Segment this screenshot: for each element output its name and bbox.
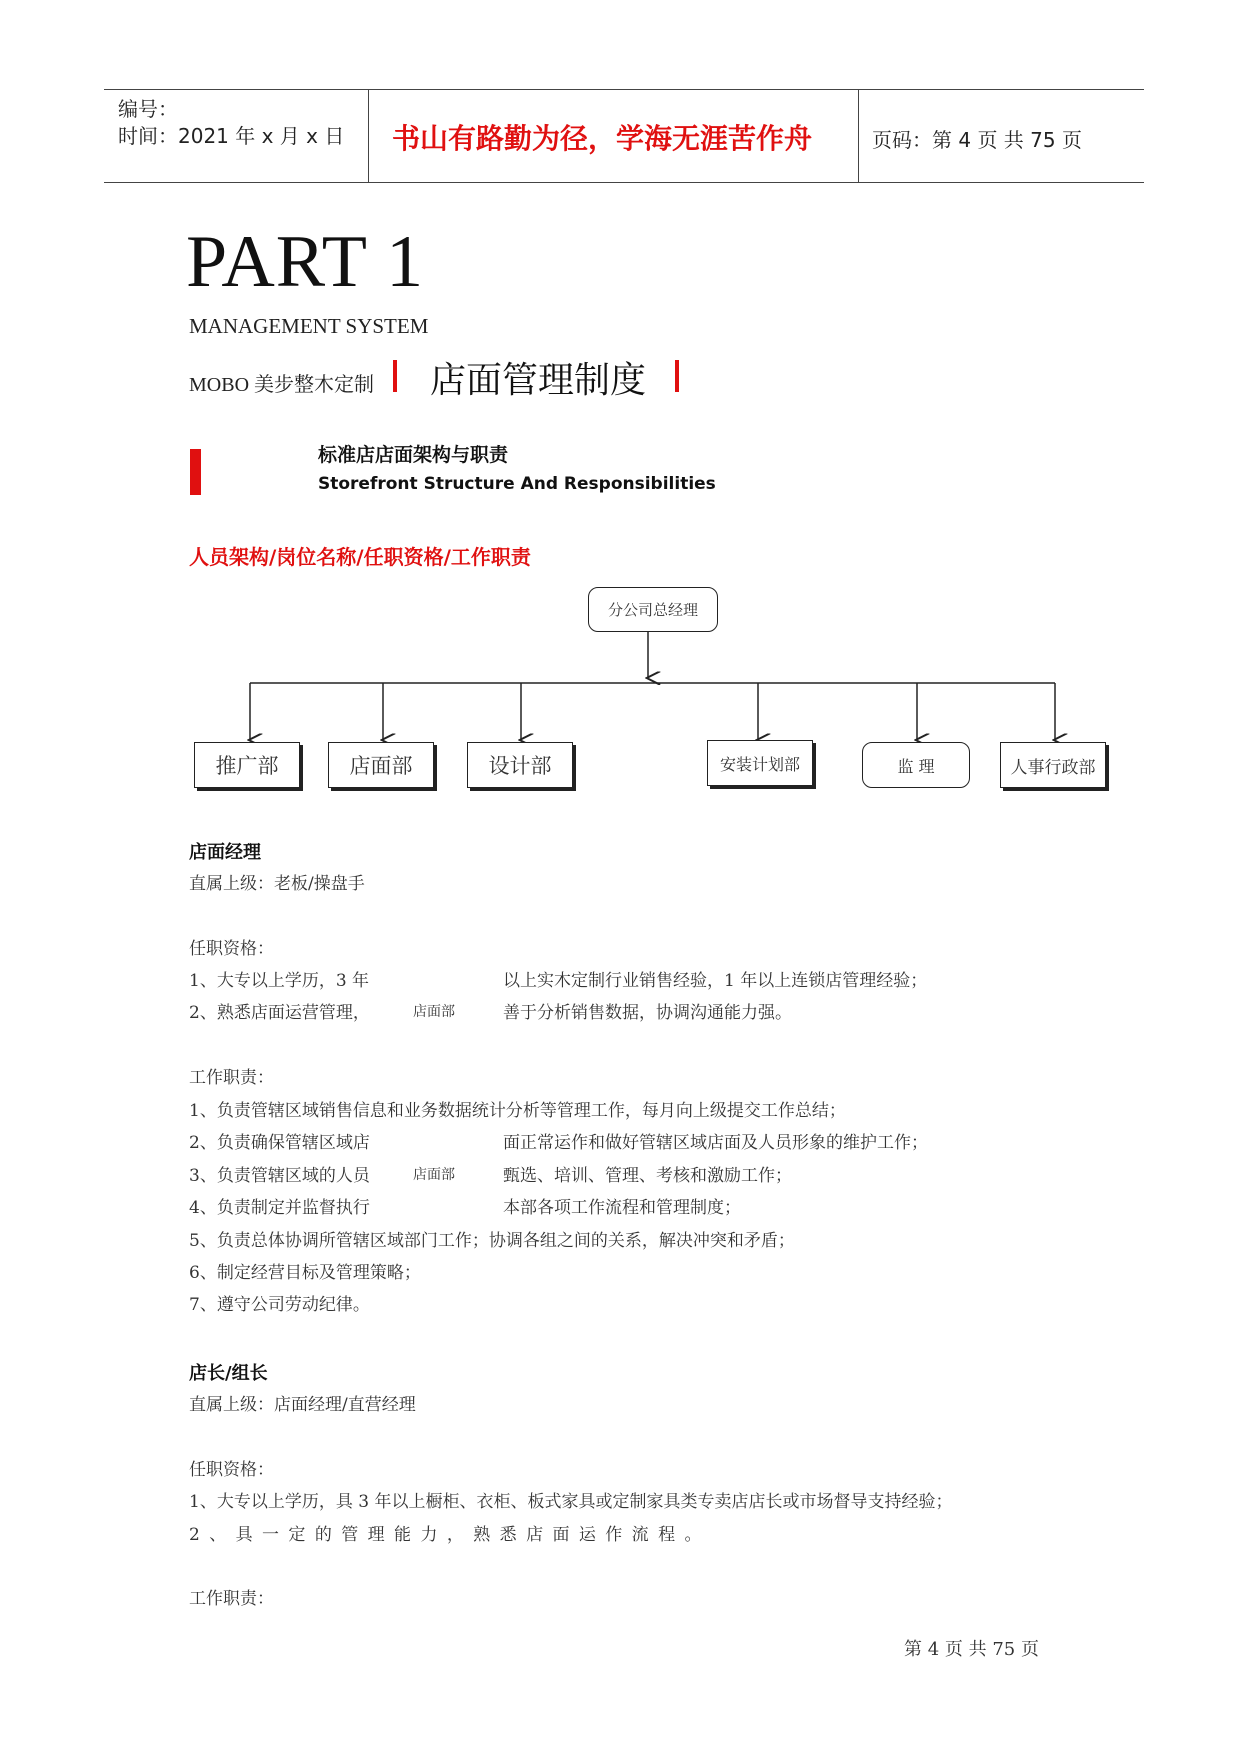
store-manager-title: 店面经理 <box>189 842 261 863</box>
org-dept-installation-planning: 安装计划部 <box>707 740 813 786</box>
roles-heading: 人员架构/岗位名称/任职资格/工作职责 <box>189 545 531 569</box>
org-dept-supervision: 监 理 <box>862 742 970 788</box>
brand-name: MOBO 美步整木定制 <box>189 374 375 396</box>
structure-title-cn: 标准店店面架构与职责 <box>318 444 509 466</box>
store-manager-duty-3-right: 甄选、培训、管理、考核和激励工作； <box>503 1166 792 1186</box>
store-leader-duty-label: 工作职责： <box>189 1589 274 1609</box>
store-manager-duty-7: 7、遵守公司劳动纪律。 <box>189 1295 370 1315</box>
store-manager-duty-4-left: 4、负责制定并监督执行 <box>189 1198 370 1218</box>
part-subtitle: MANAGEMENT SYSTEM <box>189 314 429 338</box>
store-leader-qual-label: 任职资格： <box>189 1460 274 1480</box>
structure-title-en: Storefront Structure And Responsibilities <box>318 474 716 494</box>
store-manager-duty-3-mid: 店面部 <box>413 1167 455 1183</box>
store-manager-qual-1-right: 以上实木定制行业销售经验，1 年以上连锁店管理经验； <box>503 971 928 991</box>
store-manager-qual-2-left: 2、熟悉店面运营管理， <box>189 1003 370 1023</box>
part-title: PART 1 <box>186 221 425 303</box>
org-dept-promotion: 推广部 <box>194 742 300 788</box>
store-leader-qual-2: 2 、 具 一 定 的 管 理 能 力 ， 熟 悉 店 面 运 作 流 程 。 <box>189 1525 704 1545</box>
store-manager-duty-label: 工作职责： <box>189 1068 274 1088</box>
store-manager-duty-2-right: 面正常运作和做好管辖区域店面及人员形象的维护工作； <box>503 1133 928 1153</box>
footer-page-number: 第 4 页 共 75 页 <box>904 1639 1039 1660</box>
store-leader-superior: 直属上级：店面经理/直营经理 <box>189 1395 416 1415</box>
org-dept-storefront: 店面部 <box>328 742 434 788</box>
store-leader-qual-1: 1、大专以上学历，具 3 年以上橱柜、衣柜、板式家具或定制家具类专卖店店长或市场督导支持经验； <box>189 1492 953 1512</box>
store-manager-qual-1-left: 1、大专以上学历，3 年 <box>189 971 370 991</box>
org-dept-hr-admin: 人事行政部 <box>1000 742 1106 788</box>
header-page-code: 页码：第 4 页 共 75 页 <box>872 128 1082 152</box>
org-dept-design: 设计部 <box>467 742 573 788</box>
section-title: 店面管理制度 <box>430 360 647 401</box>
store-manager-duty-2-left: 2、负责确保管辖区域店 <box>189 1133 370 1153</box>
store-manager-qual-2-right: 善于分析销售数据，协调沟通能力强。 <box>503 1003 792 1023</box>
store-manager-superior: 直属上级：老板/操盘手 <box>189 874 365 894</box>
store-manager-duty-1: 1、负责管辖区域销售信息和业务数据统计分析等管理工作，每月向上级提交工作总结； <box>189 1101 846 1121</box>
header-time-label: 时间：2021 年 x 月 x 日 <box>118 124 345 148</box>
store-manager-qual-label: 任职资格： <box>189 939 274 959</box>
store-manager-duty-6: 6、制定经营目标及管理策略； <box>189 1263 421 1283</box>
header-motto: 书山有路勤为径，学海无涯苦作舟 <box>392 122 813 155</box>
org-chart-connectors <box>0 0 1241 800</box>
store-manager-duty-5: 5、负责总体协调所管辖区域部门工作；协调各组之间的关系，解决冲突和矛盾； <box>189 1231 795 1251</box>
store-manager-duty-3-left: 3、负责管辖区域的人员 <box>189 1166 370 1186</box>
store-manager-qual-2-mid: 店面部 <box>413 1004 455 1020</box>
store-leader-title: 店长/组长 <box>189 1363 268 1384</box>
org-root-general-manager: 分公司总经理 <box>588 587 718 632</box>
header-number-label: 编号： <box>118 97 178 121</box>
store-manager-duty-4-right: 本部各项工作流程和管理制度； <box>503 1198 741 1218</box>
